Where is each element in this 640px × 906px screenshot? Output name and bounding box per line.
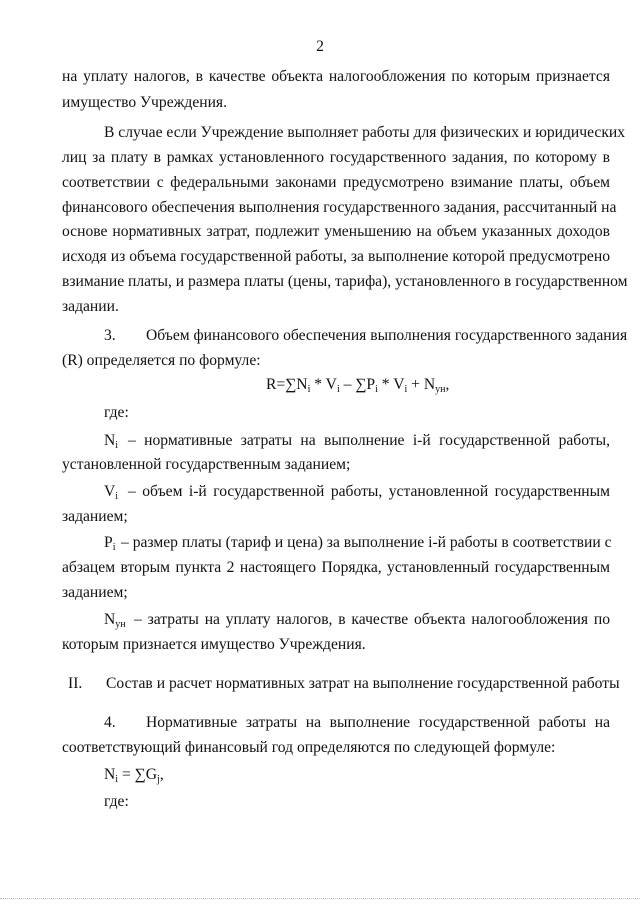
text-line: финансового обеспечения выполнения государственного задания, рассчитанный на — [62, 199, 617, 216]
section-title: Состав и расчет нормативных затрат на выполнение государственной работы — [106, 675, 620, 692]
text-line: на уплату налогов, в качестве объекта налогообложения по которым признается — [62, 68, 610, 85]
page-number: 2 — [316, 38, 324, 55]
text-line: имущество Учреждения. — [62, 94, 228, 111]
text-line: взимание платы, и размера платы (цены, тарифа), установленного в государственном — [62, 273, 628, 290]
text-line: соответствии с федеральными законами предусмотрено взимание платы, объем — [62, 174, 610, 191]
definition-text: – размер платы (тариф и цена) за выполнение i-й работы в соответствии с — [121, 534, 612, 551]
text-line: основе нормативных затрат, подлежит уменьшению на объем указанных доходов — [62, 223, 610, 240]
formula-r: $R=\sum N_i * V_i - \sum P_i * V_i + N_{ун}$, — [266, 376, 450, 395]
text-line: абзацем вторым пункта 2 настоящего Порядка, установленный государственным — [62, 559, 610, 576]
clause-text: Нормативные затраты на выполнение государственной работы на — [146, 714, 610, 731]
symbol-nun: $N_{ун}$ — [104, 611, 126, 630]
text-line: соответствующий финансовый год определяются по следующей формуле: — [62, 739, 556, 756]
text-line: заданием; — [62, 584, 128, 601]
where-label: где: — [104, 404, 129, 421]
definition-text: – объем i-й государственной работы, установленной государственным — [128, 483, 610, 500]
clause-number: 3. — [104, 327, 116, 344]
text-line: задании. — [62, 298, 119, 315]
text-line: заданием; — [62, 508, 128, 525]
clause-number: 4. — [104, 714, 116, 731]
formula-ni: $N_i = \sum G_j$, — [104, 766, 164, 785]
definition-text: – нормативные затраты на выполнение i-й государственной работы, — [128, 432, 610, 449]
symbol-ni: $N_i$ — [104, 432, 119, 451]
definition-text: – затраты на уплату налогов, в качестве объекта налогообложения по — [134, 611, 610, 628]
section-number: II. — [68, 675, 83, 692]
text-line: которым признается имущество Учреждения. — [62, 636, 366, 653]
text-line: установленной государственным заданием; — [62, 456, 351, 473]
clause-text: Объем финансового обеспечения выполнения государственного задания — [146, 327, 628, 344]
paragraph-first-line: В случае если Учреждение выполняет работы для физических и юридических — [104, 124, 626, 141]
text-line: лиц за плату в рамках установленного государственного задания, по которому в — [62, 149, 610, 166]
where-label: где: — [104, 793, 129, 810]
symbol-vi: $V_i$ — [104, 483, 119, 502]
text-line: (R) определяется по формуле: — [62, 352, 261, 369]
text-line: исходя из объема государственной работы, за выполнение которой предусмотрено — [62, 248, 610, 265]
symbol-pi: $P_i$ — [104, 534, 116, 553]
